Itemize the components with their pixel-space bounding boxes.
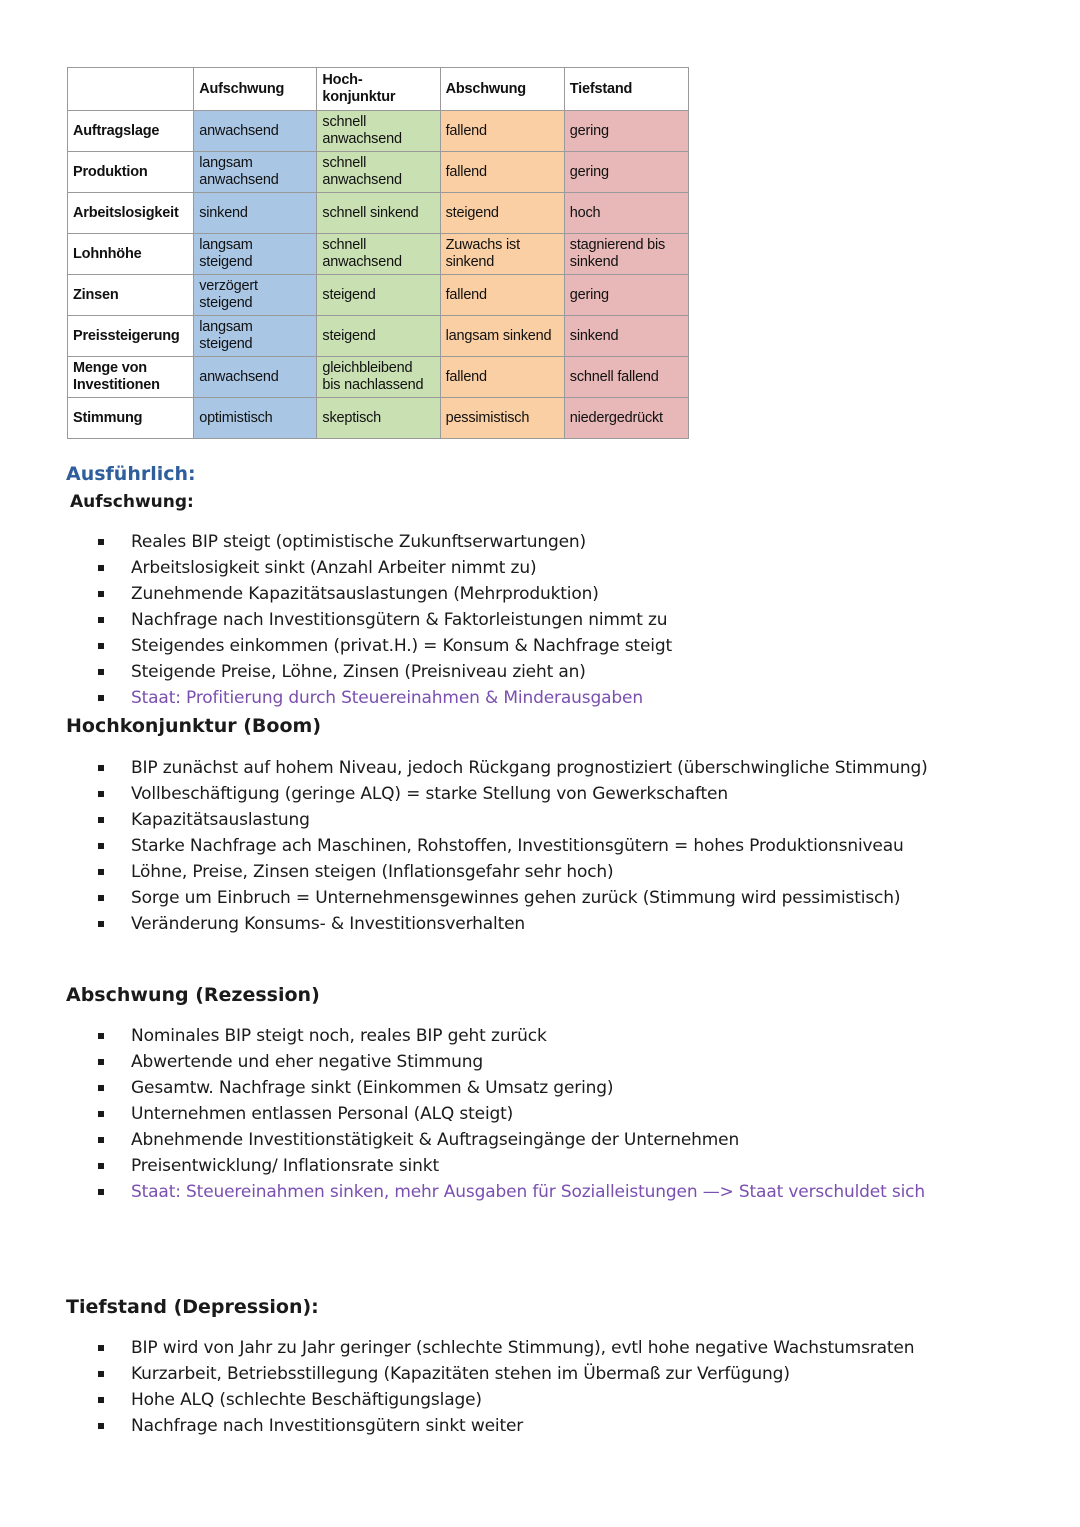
table-row bbox=[68, 316, 689, 357]
list-item: Abnehmende Investitionstätigkeit & Auftragseingänge der Unternehmen bbox=[94, 1127, 925, 1153]
table-cell: gering bbox=[564, 275, 688, 316]
table-cell: langsam sinkend bbox=[440, 316, 564, 357]
table-cell: fallend bbox=[440, 275, 564, 316]
list-item: Nachfrage nach Investitionsgütern & Faktorleistungen nimmt zu bbox=[94, 607, 672, 633]
bullet-icon bbox=[98, 791, 104, 797]
list-item: Sorge um Einbruch = Unternehmensgewinnes gehen zurück (Stimmung wird pessimistisch) bbox=[94, 885, 928, 911]
bullet-icon bbox=[98, 1059, 104, 1065]
table-cell: hoch bbox=[564, 193, 688, 234]
table-cell: schnell anwachsend bbox=[317, 234, 440, 275]
header-tiefstand: Tiefstand bbox=[564, 68, 688, 111]
table-cell: Zuwachs ist sinkend bbox=[440, 234, 564, 275]
section-title-hochkonjunktur: Hochkonjunktur (Boom) bbox=[66, 715, 321, 737]
table-cell: fallend bbox=[440, 111, 564, 152]
bullet-icon bbox=[98, 1371, 104, 1377]
table-row bbox=[68, 152, 689, 193]
list-item-staat: Staat: Profitierung durch Steuereinahmen & Minderausgaben bbox=[94, 685, 672, 711]
table-cell: steigend bbox=[440, 193, 564, 234]
table-cell: optimistisch bbox=[194, 398, 317, 439]
row-label: Lohnhöhe bbox=[68, 234, 194, 275]
table-cell: schnell anwachsend bbox=[317, 152, 440, 193]
list-item: BIP zunächst auf hohem Niveau, jedoch Rückgang prognostiziert (überschwingliche Stimmung) bbox=[94, 755, 928, 781]
bullet-icon bbox=[98, 1163, 104, 1169]
bullet-icon bbox=[98, 895, 104, 901]
row-label: Auftragslage bbox=[68, 111, 194, 152]
list-item: Reales BIP steigt (optimistische Zukunftserwartungen) bbox=[94, 529, 672, 555]
bullet-icon bbox=[98, 1423, 104, 1429]
table-row bbox=[68, 398, 689, 439]
row-label: Produktion bbox=[68, 152, 194, 193]
row-label: Zinsen bbox=[68, 275, 194, 316]
section-title-abschwung: Abschwung (Rezession) bbox=[66, 984, 320, 1006]
table-cell: niedergedrückt bbox=[564, 398, 688, 439]
bullet-icon bbox=[98, 1189, 104, 1195]
table-cell: pessimistisch bbox=[440, 398, 564, 439]
bullet-icon bbox=[98, 1033, 104, 1039]
bullet-icon bbox=[98, 1085, 104, 1091]
table-cell: steigend bbox=[317, 275, 440, 316]
bullet-icon bbox=[98, 817, 104, 823]
list-item: Preisentwicklung/ Inflationsrate sinkt bbox=[94, 1153, 925, 1179]
bullet-icon bbox=[98, 617, 104, 623]
list-item: Steigendes einkommen (privat.H.) = Konsum & Nachfrage steigt bbox=[94, 633, 672, 659]
bullet-icon bbox=[98, 1397, 104, 1403]
table-cell: schnell anwachsend bbox=[317, 111, 440, 152]
list-item: Hohe ALQ (schlechte Beschäftigungslage) bbox=[94, 1387, 914, 1413]
bullet-icon bbox=[98, 669, 104, 675]
bullet-icon bbox=[98, 643, 104, 649]
list-item: Gesamtw. Nachfrage sinkt (Einkommen & Umsatz gering) bbox=[94, 1075, 925, 1101]
row-label: Arbeitslosigkeit bbox=[68, 193, 194, 234]
table-cell: sinkend bbox=[194, 193, 317, 234]
table-cell: langsam anwachsend bbox=[194, 152, 317, 193]
list-item: Abwertende und eher negative Stimmung bbox=[94, 1049, 925, 1075]
bullet-icon bbox=[98, 565, 104, 571]
table-cell: verzögert steigend bbox=[194, 275, 317, 316]
table-cell: skeptisch bbox=[317, 398, 440, 439]
table-cell: steigend bbox=[317, 316, 440, 357]
list-item: Vollbeschäftigung (geringe ALQ) = starke Stellung von Gewerkschaften bbox=[94, 781, 928, 807]
table-row bbox=[68, 111, 689, 152]
list-item: Steigende Preise, Löhne, Zinsen (Preisniveau zieht an) bbox=[94, 659, 672, 685]
list-item: Kurzarbeit, Betriebsstillegung (Kapazitäten stehen im Übermaß zur Verfügung) bbox=[94, 1361, 914, 1387]
list-item: Löhne, Preise, Zinsen steigen (Inflationsgefahr sehr hoch) bbox=[94, 859, 928, 885]
table-cell: anwachsend bbox=[194, 357, 317, 398]
list-item: Nominales BIP steigt noch, reales BIP geht zurück bbox=[94, 1023, 925, 1049]
table-row bbox=[68, 234, 689, 275]
table-cell: anwachsend bbox=[194, 111, 317, 152]
list-tiefstand bbox=[94, 1335, 914, 1439]
bullet-icon bbox=[98, 1345, 104, 1351]
table-cell: langsam steigend bbox=[194, 316, 317, 357]
list-hochkonjunktur bbox=[94, 755, 928, 937]
list-item: Unternehmen entlassen Personal (ALQ steigt) bbox=[94, 1101, 925, 1127]
table-cell: schnell fallend bbox=[564, 357, 688, 398]
header-corner bbox=[68, 68, 194, 111]
list-aufschwung bbox=[94, 529, 672, 711]
table-cell: schnell sinkend bbox=[317, 193, 440, 234]
bullet-icon bbox=[98, 539, 104, 545]
bullet-icon bbox=[98, 1137, 104, 1143]
list-item: BIP wird von Jahr zu Jahr geringer (schlechte Stimmung), evtl hohe negative Wachstumsraten bbox=[94, 1335, 914, 1361]
list-item: Arbeitslosigkeit sinkt (Anzahl Arbeiter nimmt zu) bbox=[94, 555, 672, 581]
row-label: Stimmung bbox=[68, 398, 194, 439]
bullet-icon bbox=[98, 591, 104, 597]
row-label: Menge von Investitionen bbox=[68, 357, 194, 398]
section-title-tiefstand: Tiefstand (Depression): bbox=[66, 1296, 319, 1318]
list-item: Nachfrage nach Investitionsgütern sinkt weiter bbox=[94, 1413, 914, 1439]
table-row bbox=[68, 193, 689, 234]
table-row bbox=[68, 357, 689, 398]
table-cell: fallend bbox=[440, 152, 564, 193]
list-item: Zunehmende Kapazitätsauslastungen (Mehrproduktion) bbox=[94, 581, 672, 607]
list-item: Kapazitätsauslastung bbox=[94, 807, 928, 833]
header-abschwung: Abschwung bbox=[440, 68, 564, 111]
detail-heading: Ausführlich: bbox=[66, 463, 196, 485]
bullet-icon bbox=[98, 1111, 104, 1117]
table-header-row bbox=[68, 68, 689, 111]
list-item: Starke Nachfrage ach Maschinen, Rohstoffen, Investitionsgütern = hohes Produktionsniveau bbox=[94, 833, 928, 859]
list-abschwung bbox=[94, 1023, 925, 1205]
table-cell: gering bbox=[564, 111, 688, 152]
table-cell: fallend bbox=[440, 357, 564, 398]
list-item-staat: Staat: Steuereinahmen sinken, mehr Ausgaben für Sozialleistungen —> Staat verschuldet sich bbox=[94, 1179, 925, 1205]
bullet-icon bbox=[98, 695, 104, 701]
table-row bbox=[68, 275, 689, 316]
bullet-icon bbox=[98, 843, 104, 849]
section-title-aufschwung: Aufschwung: bbox=[70, 492, 194, 512]
header-aufschwung: Aufschwung bbox=[194, 68, 317, 111]
table-cell: gering bbox=[564, 152, 688, 193]
list-item: Veränderung Konsums- & Investitionsverhalten bbox=[94, 911, 928, 937]
table-cell: langsam steigend bbox=[194, 234, 317, 275]
business-cycle-table bbox=[67, 67, 689, 439]
bullet-icon bbox=[98, 921, 104, 927]
row-label: Preissteigerung bbox=[68, 316, 194, 357]
bullet-icon bbox=[98, 765, 104, 771]
table-cell: stagnierend bis sinkend bbox=[564, 234, 688, 275]
header-hochkonjunktur: Hoch- konjunktur bbox=[317, 68, 440, 111]
bullet-icon bbox=[98, 869, 104, 875]
table-cell: gleichbleibend bis nachlassend bbox=[317, 357, 440, 398]
table-cell: sinkend bbox=[564, 316, 688, 357]
